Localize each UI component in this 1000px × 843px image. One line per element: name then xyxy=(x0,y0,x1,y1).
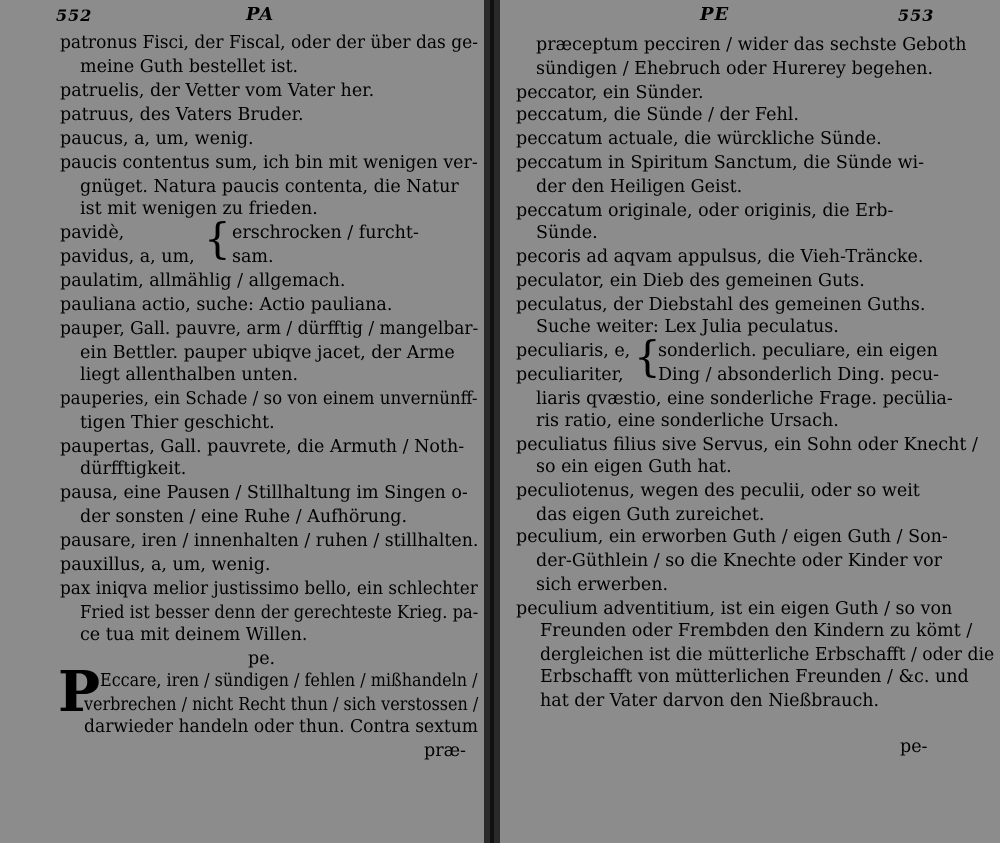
drop-cap: P xyxy=(58,659,101,725)
right-text-line: peculatus, der Diebstahl des gemeinen Guths. xyxy=(516,295,926,315)
right-text-line: peculator, ein Dieb des gemeinen Guts. xyxy=(516,271,865,291)
left-text-line: pauperies, ein Schade / so von einem unvernünff- xyxy=(60,389,478,409)
right-text-line: der den Heiligen Geist. xyxy=(536,177,743,197)
right-text-line: sonderlich. peculiare, ein eigen xyxy=(658,341,938,361)
left-text-line: pauper, Gall. pauvre, arm / dürfftig / mangelbar- xyxy=(60,319,479,339)
left-text-line: pauliana actio, suche: Actio pauliana. xyxy=(60,295,393,315)
right-text-line: das eigen Guth zureichet. xyxy=(536,505,765,525)
right-brace: { xyxy=(634,332,661,381)
left-text-line: erschrocken / furcht- xyxy=(232,223,419,243)
left-text-line: ce tua mit deinem Willen. xyxy=(80,625,308,645)
left-text-line: pausare, iren / innenhalten / ruhen / stillhalten. xyxy=(60,531,479,551)
left-text-line: Eccare, iren / sündigen / fehlen / mißhandeln / xyxy=(100,671,478,691)
left-text-line: gnüget. Natura paucis contenta, die Natur xyxy=(80,177,459,197)
right-text-line: peculiatus filius sive Servus, ein Sohn oder Knecht / xyxy=(516,435,978,455)
left-text-line: ist mit wenigen zu frieden. xyxy=(80,199,318,219)
left-text-line: pauxillus, a, um, wenig. xyxy=(60,555,271,575)
left-text-line: paulatim, allmählig / allgemach. xyxy=(60,271,346,291)
left-brace: { xyxy=(204,214,231,263)
right-text-line: peccator, ein Sünder. xyxy=(516,83,704,103)
right-text-line: pe- xyxy=(900,737,928,757)
right-text-line: sich erwerben. xyxy=(536,575,669,595)
right-text-line: peculium adventitium, ist ein eigen Guth / so von xyxy=(516,599,953,619)
right-text-line: Ding / absonderlich Ding. pecu- xyxy=(658,365,940,385)
left-text-line: ein Bettler. pauper ubiqve jacet, der Arme xyxy=(80,343,455,363)
left-text-line: pe. xyxy=(248,649,276,669)
right-text-line: ris ratio, eine sonderliche Ursach. xyxy=(536,411,839,431)
left-text-line: verbrechen / nicht Recht thun / sich verstossen / xyxy=(84,695,479,715)
right-text-line: pecoris ad aqvam appulsus, die Vieh-Träncke. xyxy=(516,247,924,267)
left-text-line: dürfftigkeit. xyxy=(80,459,187,479)
left-text-line: paucis contentus sum, ich bin mit wenigen ver- xyxy=(60,153,478,173)
left-text-line: tigen Thier geschicht. xyxy=(80,413,275,433)
right-text-line: peccatum, die Sünde / der Fehl. xyxy=(516,105,799,125)
right-text-line: peculiaris, e, xyxy=(516,341,631,361)
left-text-line: patruelis, der Vetter vom Vater her. xyxy=(60,81,375,101)
right-text-line: Erbschafft von mütterlichen Freunden / &c. und xyxy=(540,667,969,687)
right-text-line: dergleichen ist die mütterliche Erbschafft / oder die xyxy=(540,645,995,665)
right-text-line: peculiariter, xyxy=(516,365,624,385)
right-running-head: PE xyxy=(700,4,730,25)
right-text-line: hat der Vater darvon den Nießbrauch. xyxy=(540,691,880,711)
right-text-line: peculiotenus, wegen des peculii, oder so weit xyxy=(516,481,920,501)
right-text-line: peccatum originale, oder originis, die Erb- xyxy=(516,201,894,221)
left-text-line: pax iniqva melior justissimo bello, ein schlechter xyxy=(60,579,478,599)
left-text-line: darwieder handeln oder thun. Contra sextum xyxy=(84,717,479,737)
left-running-head: PA xyxy=(246,4,275,25)
right-text-line: so ein eigen Guth hat. xyxy=(536,457,732,477)
left-text-line: Fried ist besser denn der gerechteste Krieg. pa- xyxy=(80,603,479,623)
right-text-line: peccatum in Spiritum Sanctum, die Sünde wi- xyxy=(516,153,925,173)
right-text-line: peculium, ein erworben Guth / eigen Guth / Son- xyxy=(516,527,948,547)
right-page-number: 553 xyxy=(898,6,935,25)
left-text-line: liegt allenthalben unten. xyxy=(80,365,299,385)
left-text-line: pavidus, a, um, xyxy=(60,247,195,267)
right-text-line: Freunden oder Frembden den Kindern zu kömt / xyxy=(540,621,973,641)
right-text-line: Suche weiter: Lex Julia peculatus. xyxy=(536,317,839,337)
left-text-line: pavidè, xyxy=(60,223,125,243)
left-text-line: præ- xyxy=(424,741,466,761)
left-text-line: pausa, eine Pausen / Stillhaltung im Singen o- xyxy=(60,483,468,503)
right-text-line: der-Güthlein / so die Knechte oder Kinder vor xyxy=(536,551,942,571)
left-text-line: paucus, a, um, wenig. xyxy=(60,129,254,149)
right-text-line: liaris qvæstio, eine sonderliche Frage. pecülia- xyxy=(536,389,953,409)
left-text-line: meine Guth bestellet ist. xyxy=(80,57,299,77)
left-text-line: der sonsten / eine Ruhe / Aufhörung. xyxy=(80,507,408,527)
left-text-line: patruus, des Vaters Bruder. xyxy=(60,105,304,125)
left-text-line: patronus Fisci, der Fiscal, oder der über das ge- xyxy=(60,33,478,53)
right-text-line: præceptum pecciren / wider das sechste Geboth xyxy=(536,35,967,55)
right-text-line: sündigen / Ehebruch oder Hurerey begehen. xyxy=(536,59,934,79)
left-text-line: sam. xyxy=(232,247,274,267)
right-text-line: Sünde. xyxy=(536,223,598,243)
book-gutter xyxy=(484,0,500,843)
right-text-line: peccatum actuale, die würckliche Sünde. xyxy=(516,129,882,149)
left-text-line: paupertas, Gall. pauvrete, die Armuth / Noth- xyxy=(60,437,465,457)
left-page-number: 552 xyxy=(56,6,93,25)
